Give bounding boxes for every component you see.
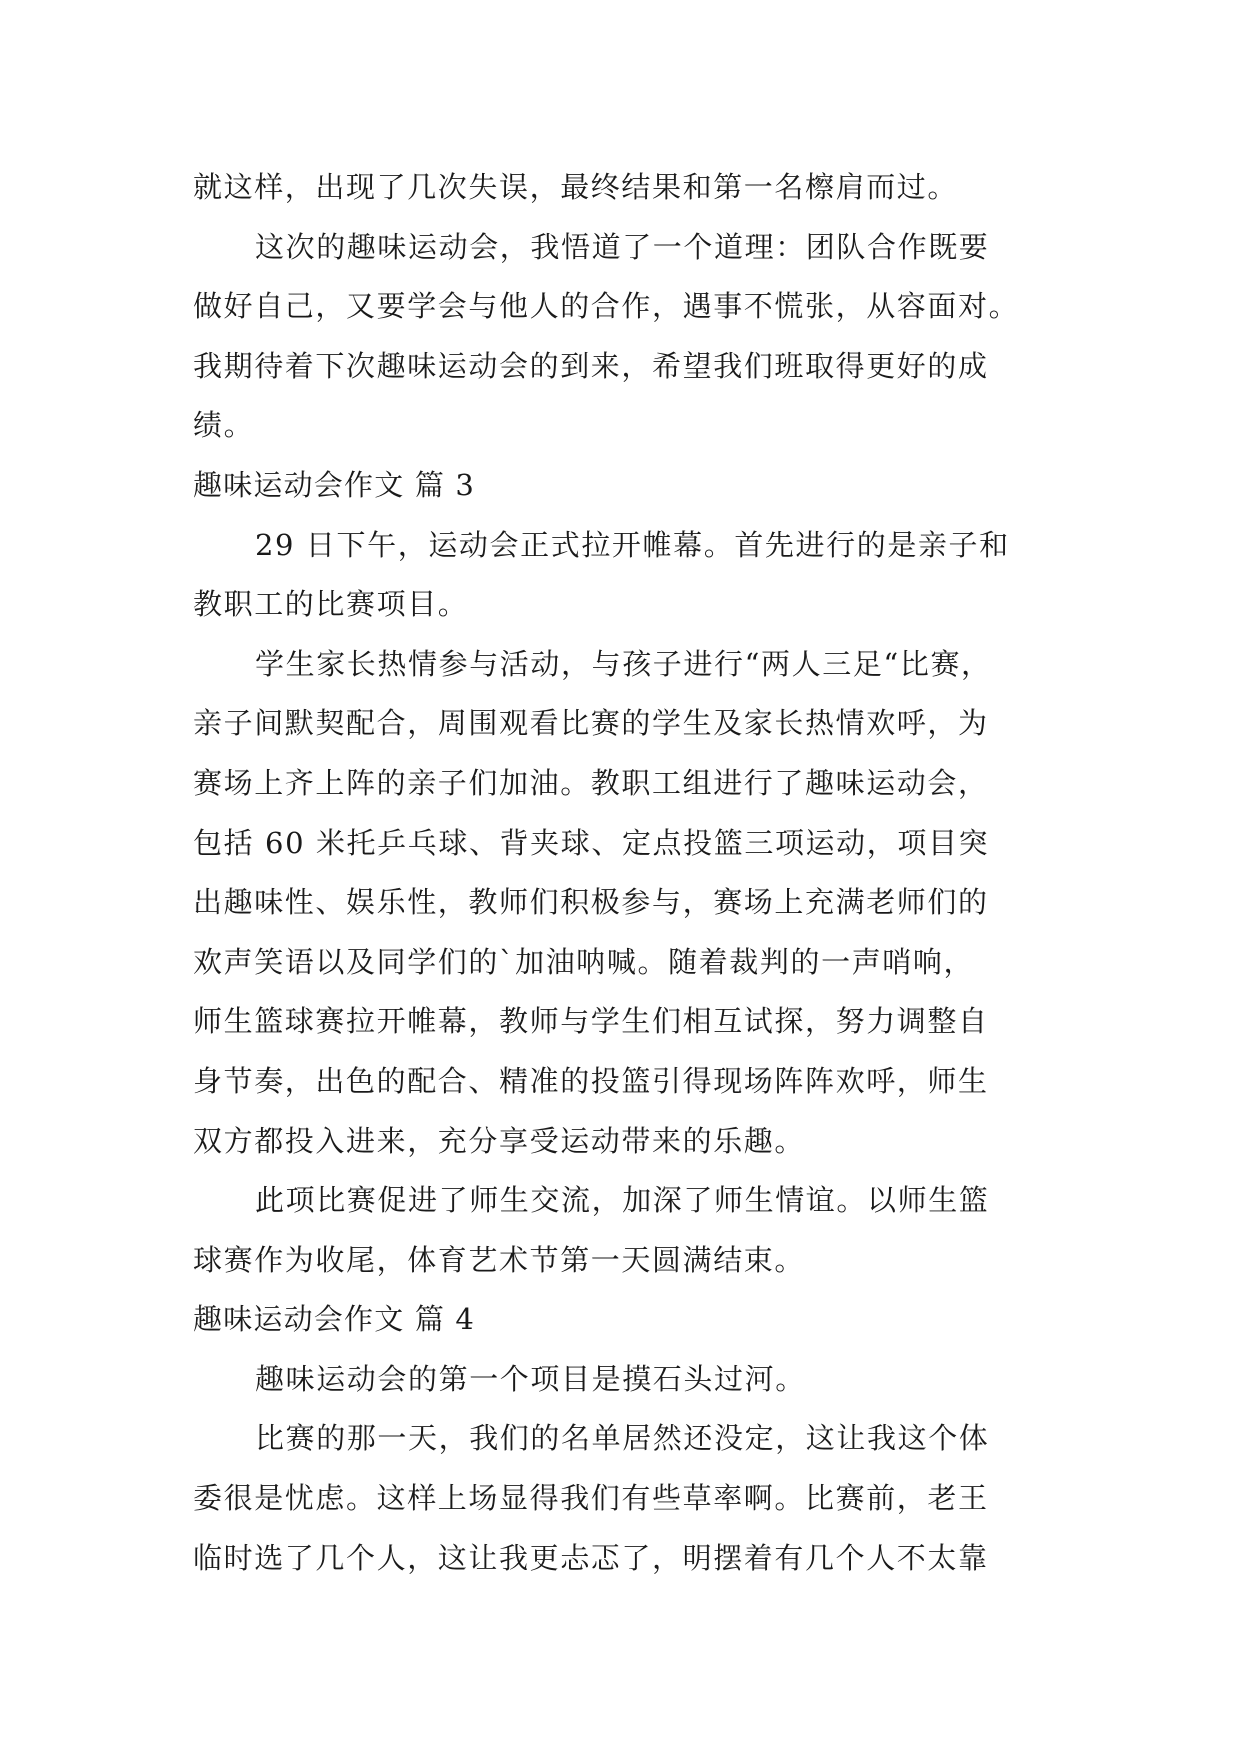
text-line: 赛场上齐上阵的亲子们加油。教职工组进行了趣味运动会， [193,765,989,800]
text-line: 师生篮球赛拉开帷幕，教师与学生们相互试探，努力调整自 [193,1004,989,1039]
text-line: 委很是忧虑。这样上场显得我们有些草率啊。比赛前，老王 [193,1481,989,1516]
text-line: 就这样，出现了几次失误，最终结果和第一名檫肩而过。 [193,170,959,204]
text-line: 教职工的比赛项目。 [193,587,469,622]
text-line: 身节奏，出色的配合、精准的投篮引得现场阵阵欢呼，师生 [193,1063,989,1098]
section-heading-4: 趣味运动会作文 篇 4 [193,1302,476,1337]
text-line: 出趣味性、娱乐性，教师们积极参与，赛场上充满老师们的 [193,885,989,920]
text-line: 球赛作为收尾，体育艺术节第一天圆满结束。 [193,1242,806,1277]
text-line: 临时选了几个人，这让我更忐忑了，明摆着有几个人不太靠 [193,1540,989,1575]
essay-body [193,158,1073,1588]
text-line: 比赛的那一天，我们的名单居然还没定，这让我这个体 [255,1421,990,1456]
text-line: 做好自己，又要学会与他人的合作，遇事不慌张，从容面对。 [193,289,1020,324]
text-line: 绩。 [193,408,255,443]
text-line: 亲子间默契配合，周围观看比赛的学生及家长热情欢呼，为 [193,706,989,741]
text-line: 我期待着下次趣味运动会的到来，希望我们班取得更好的成 [193,348,989,383]
text-line: 双方都投入进来，充分享受运动带来的乐趣。 [193,1123,806,1158]
section-heading-3: 趣味运动会作文 篇 3 [193,467,476,502]
text-line: 此项比赛促进了师生交流，加深了师生情谊。以师生篮 [255,1183,990,1218]
text-line: 这次的趣味运动会，我悟道了一个道理：团队合作既要 [255,229,990,264]
text-line: 包括 60 米托乒乓球、背夹球、定点投篮三项运动，项目突 [193,825,990,860]
text-line: 欢声笑语以及同学们的`加油呐喊。随着裁判的一声哨响， [193,944,975,979]
text-line: 29 日下午，运动会正式拉开帷幕。首先进行的是亲子和 [255,527,1010,562]
text-line: 趣味运动会的第一个项目是摸石头过河。 [255,1361,806,1396]
text-line: 学生家长热情参与活动，与孩子进行“两人三足“比赛， [255,646,992,681]
